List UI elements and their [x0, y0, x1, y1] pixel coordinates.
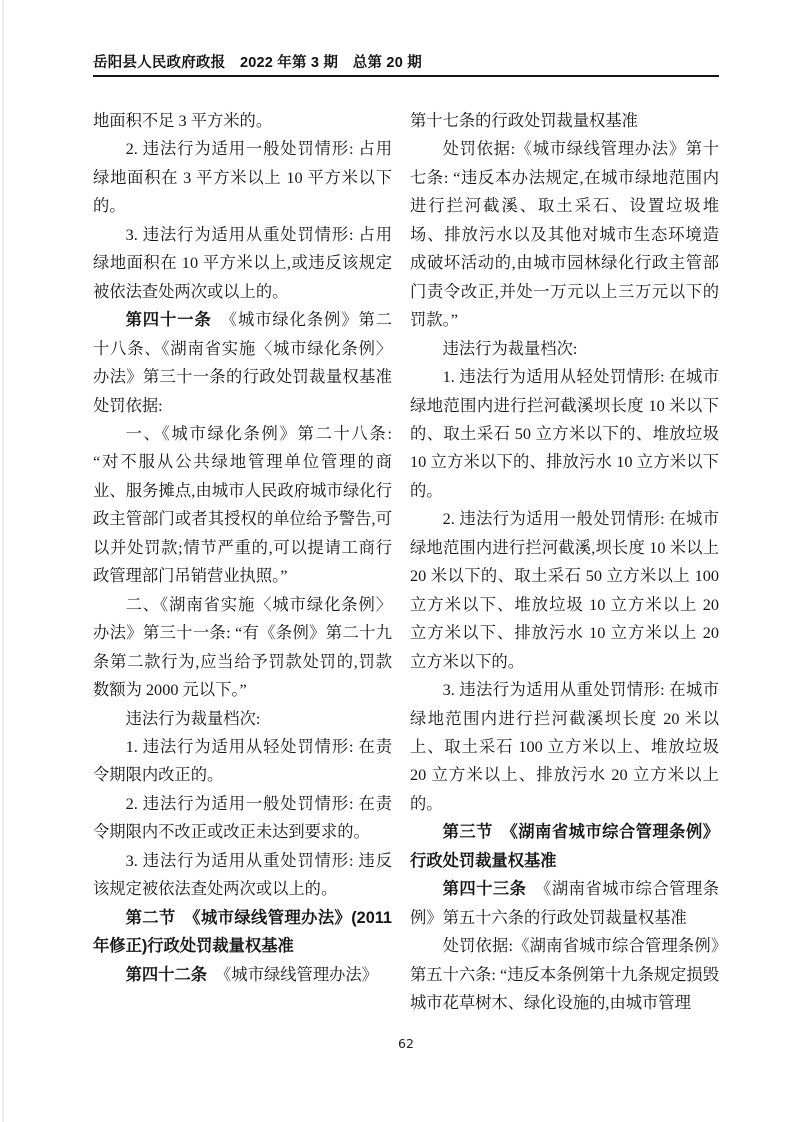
text-run: 2. 违法行为适用一般处罚情形: 在责令期限内不改正或改正未达到要求的。	[93, 793, 392, 842]
paragraph	[410, 505, 719, 676]
text-run: 第十七条的行政处罚裁量权基准	[410, 111, 638, 130]
text-run: 1. 违法行为适用从轻处罚情形: 在责令期限内改正的。	[93, 736, 392, 785]
text-run: 2. 违法行为适用一般处罚情形: 在城市绿地范围内进行拦河截溪,坝长度 10 米以上 20 米以下的、取土采石 50 立方米以上 100 立方米以下、堆放垃圾 10 立方米以上 20 立方米以下、排放污水 10 立方米以上 20 立方米以下的。	[410, 509, 719, 671]
bold-heading-run: 第三节 《湖南省城市综合管理条例》行政处罚裁量权基准	[410, 823, 719, 870]
paragraph	[410, 135, 719, 334]
paragraph	[410, 676, 719, 818]
paragraph	[93, 733, 392, 790]
paragraph	[93, 904, 392, 961]
left-column	[93, 107, 392, 1018]
page-footer	[93, 1036, 719, 1051]
text-run: 《城市绿线管理办法》	[207, 964, 378, 984]
text-run: 《湖南省城市综合管理条例》第五十六条的行政处罚裁量权基准	[410, 879, 719, 927]
text-run: 3. 违法行为适用从重处罚情形: 在城市绿地范围内进行拦河截溪坝长度 20 米以上、取土采石 100 立方米以上、堆放垃圾 20 立方米以上、排放污水 20 立方米以上的。	[410, 680, 719, 813]
paragraph	[410, 818, 719, 875]
paragraph	[93, 135, 392, 220]
scan-edge-artifact	[2, 0, 4, 1122]
paragraph	[93, 591, 392, 705]
paragraph	[93, 107, 392, 135]
paragraph	[410, 335, 719, 363]
paragraph	[410, 107, 719, 135]
paragraph	[93, 847, 392, 904]
paragraph	[410, 932, 719, 1017]
text-run: 违法行为裁量档次:	[125, 708, 261, 728]
paragraph	[93, 221, 392, 306]
paragraph	[93, 961, 392, 989]
text-run: 二、《湖南省实施〈城市绿化条例〉办法》第三十一条: “有《条例》第二十九条第二款行为,应当给予罚款处罚的,罚款数额为 2000 元以下。”	[93, 594, 392, 700]
text-run: 一、《城市绿化条例》第二十八条: “对不服从公共绿地管理单位管理的商业、服务摊点,由城市人民政府城市绿化行政主管部门或者其授权的单位给予警告,可以并处罚款;情节严重的,可以提请工商行政管理部门吊销营业执照。”	[93, 423, 392, 586]
page-number: 62	[398, 1036, 414, 1051]
text-run: 3. 违法行为适用从重处罚情形: 占用绿地面积在 10 平方米以上,或违反该规定被依法查处两次或以上的。	[93, 224, 392, 301]
text-run: 《城市绿化条例》第二十八条、《湖南省实施〈城市绿化条例〉办法》第三十一条的行政处罚裁量权基准处罚依据:	[93, 310, 392, 415]
paragraph	[93, 420, 392, 591]
text-run: 3. 违法行为适用从重处罚情形: 违反该规定被依法查处两次或以上的。	[93, 850, 392, 899]
bold-heading-run: 第二节 《城市绿线管理办法》(2011 年修正)行政处罚裁量权基准	[93, 908, 392, 956]
right-column	[410, 107, 719, 1018]
text-run: 地面积不足 3 平方米的。	[93, 111, 273, 130]
text-run: 1. 违法行为适用从轻处罚情形: 在城市绿地范围内进行拦河截溪坝长度 10 米以下的、取土采石 50 立方米以下的、堆放垃圾 10 立方米以下的、排放污水 10 立方米以下的。	[410, 367, 719, 500]
paragraph	[93, 705, 392, 733]
document-body	[93, 107, 719, 1018]
paragraph	[410, 363, 719, 505]
header-title: 岳阳县人民政府政报 2022 年第 3 期 总第 20 期	[93, 55, 422, 71]
paragraph	[410, 875, 719, 932]
bold-heading-run: 第四十三条	[442, 880, 527, 899]
bold-heading-run: 第四十一条	[125, 311, 212, 330]
paragraph	[93, 790, 392, 847]
bold-heading-run: 第四十二条	[125, 965, 208, 984]
page-header	[93, 51, 719, 77]
paragraph	[93, 306, 392, 420]
text-run: 违法行为裁量档次:	[442, 338, 578, 358]
text-run: 处罚依据:《城市绿线管理办法》第十七条: “违反本办法规定,在城市绿地范围内进行拦河截溪、取土采石、设置垃圾堆场、排放污水以及其他对城市生态环境造成破坏活动的,由城市园林绿化行政主管部门责令改正,并处一万元以上三万元以下的罚款。”	[410, 139, 719, 330]
text-run: 2. 违法行为适用一般处罚情形: 占用绿地面积在 3 平方米以上 10 平方米以下的。	[93, 139, 392, 216]
text-run: 处罚依据:《湖南省城市综合管理条例》第五十六条: “违反本条例第十九条规定损毁城市花草树木、绿化设施的,由城市管理	[410, 936, 719, 1013]
